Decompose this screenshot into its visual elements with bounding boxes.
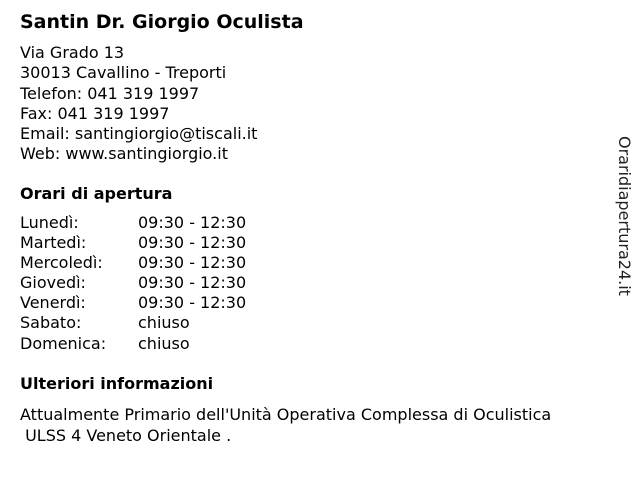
contact-block <box>20 43 257 165</box>
more-info-heading: Ulteriori informazioni <box>20 374 214 393</box>
hours-time: 09:30 - 12:30 <box>138 233 247 253</box>
hours-time: 09:30 - 12:30 <box>138 213 247 232</box>
side-watermark-label: Oraridiapertura24.it <box>615 136 634 296</box>
opening-hours-heading: Orari di apertura <box>20 184 173 203</box>
hours-day: Venerdì: <box>20 293 86 313</box>
email-address: Email: santingiorgio@tiscali.it <box>20 124 258 144</box>
hours-time: 09:30 - 12:30 <box>138 293 247 313</box>
hours-day: Domenica: <box>20 333 107 353</box>
hours-time: 09:30 - 12:30 <box>138 273 247 293</box>
more-info-text: Attualmente Primario dell'Unità Operativa Complessa di Oculistica ULSS 4 Veneto Orientale . <box>20 405 552 445</box>
address-street: Via Grado 13 <box>20 43 125 62</box>
page-title: Santin Dr. Giorgio Oculista <box>20 11 304 33</box>
hours-time: chiuso <box>138 313 190 333</box>
hours-day: Sabato: <box>20 313 82 333</box>
phone-number: Telefon: 041 319 1997 <box>20 83 200 103</box>
website: Web: www.santingiorgio.it <box>20 144 228 164</box>
hours-time: 09:30 - 12:30 <box>138 253 247 273</box>
hours-day: Mercoledì: <box>20 253 103 273</box>
hours-time: chiuso <box>138 333 190 353</box>
side-watermark <box>612 136 636 310</box>
hours-day: Martedì: <box>20 233 87 253</box>
address-city: 30013 Cavallino - Treporti <box>20 63 227 83</box>
fax-number: Fax: 041 319 1997 <box>20 103 170 123</box>
hours-day: Lunedì: <box>20 213 79 232</box>
hours-day: Giovedì: <box>20 273 86 293</box>
